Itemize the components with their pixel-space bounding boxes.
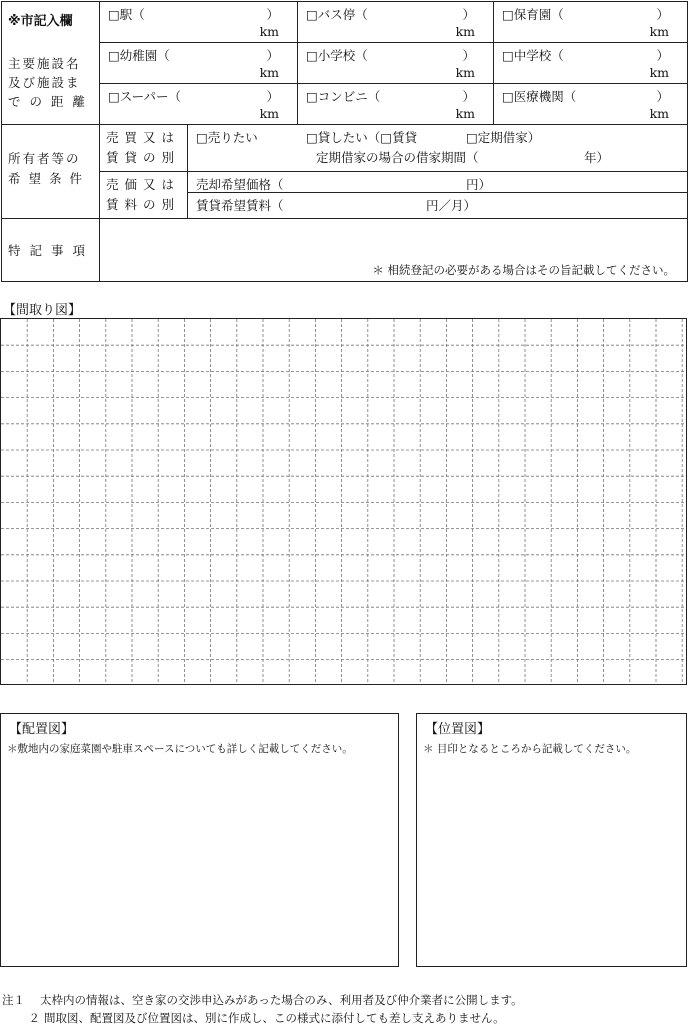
facility-bus-stop[interactable]: □バス停（ ） km: [306, 7, 475, 39]
special-notes-field[interactable]: [100, 219, 688, 282]
rent-price-unit: 円／月）: [426, 198, 477, 213]
location-map-title: 【位置図】: [425, 722, 491, 737]
facility-label-cell: [2, 2, 100, 125]
footnote-2-label: ２: [28, 1011, 40, 1025]
location-map-note: ＊ 目印となるところから記載してください。: [423, 743, 637, 755]
facility-nursery[interactable]: □保育園（ ） km: [502, 7, 669, 39]
layout-map-title: 【配置図】: [9, 722, 75, 737]
layout-map-note: ＊敷地内の家庭菜園や駐車スペースについても詳しく記載してください。: [7, 743, 353, 755]
floor-plan-grid[interactable]: [0, 318, 687, 685]
rent-price-field[interactable]: 賃貸希望賃料（: [196, 198, 284, 213]
special-label-cell: [2, 219, 100, 282]
sale-rent-options-cell: [188, 125, 688, 172]
footnote-2-text: 間取図、配置図及び位置図は、別に作成し、この様式に添付しても差し支えありません。: [44, 1011, 505, 1025]
layout-map-box[interactable]: [0, 713, 399, 967]
footnote-1-text: 太枠内の情報は、空き家の交渉申込みがあった場合のみ、利用者及び仲介業者に公開します。: [40, 993, 523, 1007]
facility-medical[interactable]: □医療機関（ ） km: [502, 89, 669, 121]
city-entry-label: ※市記入欄: [8, 14, 73, 29]
price-label-cell: 売価又は 賃料の別: [100, 172, 188, 219]
owner-label-line1: 所有者等の: [8, 151, 81, 166]
fixed-period-label[interactable]: 定期借家の場合の借家期間（: [316, 150, 479, 165]
facility-station[interactable]: □駅（ ） km: [108, 7, 279, 39]
facility-kindergarten[interactable]: □幼稚園（ ） km: [108, 48, 279, 80]
special-note: ＊ 相続登記の必要がある場合はその旨記載してください。: [372, 263, 675, 277]
property-info-table: [1, 1, 688, 282]
special-label: 特記事項: [8, 243, 95, 258]
fixed-period-unit: 年）: [584, 150, 610, 165]
facility-junior-high[interactable]: □中学校（ ） km: [502, 48, 669, 80]
footnote-1-label: 注１: [2, 993, 25, 1007]
owner-conditions-label-cell: [2, 125, 100, 219]
price-cell: [188, 172, 688, 219]
sale-price-field[interactable]: 売却希望価格（: [196, 177, 284, 192]
footnotes: [2, 991, 523, 1027]
sell-checkbox[interactable]: □売りたい: [196, 130, 258, 145]
floor-plan-title: 【間取り図】: [3, 303, 82, 318]
facility-label-line3: での距離: [8, 94, 95, 109]
facility-label-line1: 主要施設名: [8, 56, 81, 71]
owner-label-line2: 希望条件: [8, 171, 91, 186]
grid-lines: [1, 319, 687, 685]
facility-label-line2: 及び施設ま: [8, 75, 81, 90]
location-map-box[interactable]: [416, 713, 687, 967]
facility-elementary-school[interactable]: □小学校（ ） km: [306, 48, 475, 80]
sale-price-unit: 円）: [466, 177, 492, 192]
fixed-term-checkbox[interactable]: □定期借家）: [466, 130, 541, 145]
sale-rent-label-cell: 売買又は 賃貸の別: [100, 125, 188, 172]
lease-checkbox[interactable]: □貸したい（□賃貸: [306, 130, 418, 145]
facility-supermarket[interactable]: □スーパー（ ） km: [108, 89, 279, 121]
facility-convenience-store[interactable]: □コンビニ（ ） km: [306, 89, 475, 121]
